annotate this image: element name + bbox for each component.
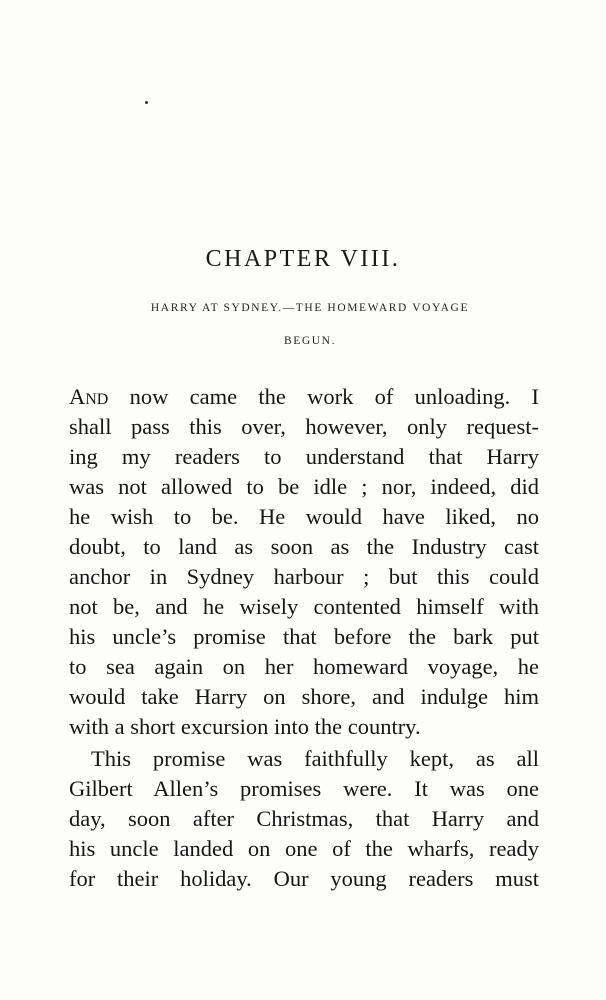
chapter-subtitle-line-2: BEGUN.	[283, 335, 337, 347]
paragraph-1-dropword: And	[69, 384, 109, 409]
paragraph-2-line-5: for their holiday. Our young readers must	[69, 866, 539, 891]
paragraph-1-line-8: not be, and he wisely contented himself with	[69, 594, 539, 619]
chapter-subtitle-line-1: HARRY AT SYDNEY.—THE HOMEWARD VOYAGE	[150, 302, 470, 314]
paragraph-1-line-10: to sea again on her homeward voyage, he	[69, 654, 539, 679]
paragraph-1-line-4: was not allowed to be idle ; nor, indeed, did	[69, 474, 539, 499]
paragraph-1-line-9: his uncle’s promise that before the bark put	[69, 624, 539, 649]
ink-speck	[145, 101, 148, 104]
paragraph-1-line-2: shall pass this over, however, only request-	[69, 414, 539, 439]
chapter-title: CHAPTER VIII.	[205, 246, 401, 272]
paragraph-1-line-3: ing my readers to understand that Harry	[69, 444, 539, 469]
paragraph-1-line-6: doubt, to land as soon as the Industry cast	[69, 534, 539, 559]
paragraph-1-line-11: would take Harry on shore, and indulge him	[69, 684, 539, 709]
paragraph-2-line-2: Gilbert Allen’s promises were. It was one	[69, 776, 539, 801]
paragraph-2-line-1: This promise was faithfully kept, as all	[91, 746, 539, 771]
paragraph-1-line-12: with a short excursion into the country.	[69, 714, 421, 739]
paragraph-2-line-4: his uncle landed on one of the wharfs, ready	[69, 836, 539, 861]
paragraph-1-line-1	[69, 384, 539, 410]
paragraph-1-line-1-text: now came the work of unloading. I	[108, 384, 539, 409]
paragraph-2-line-3: day, soon after Christmas, that Harry and	[69, 806, 539, 831]
paragraph-1-line-7: anchor in Sydney harbour ; but this could	[69, 564, 539, 589]
paragraph-1-line-5: he wish to be. He would have liked, no	[69, 504, 539, 529]
